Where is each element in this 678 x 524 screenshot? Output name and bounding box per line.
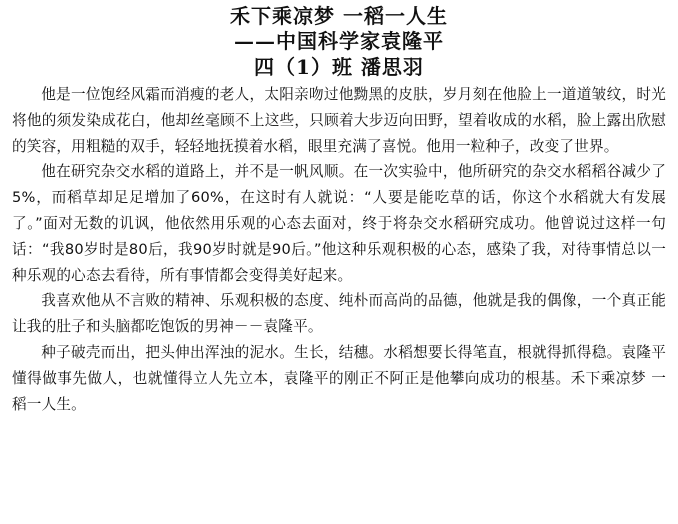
paragraph-1: 他是一位饱经风霜而消瘦的老人，太阳亲吻过他黝黑的皮肤，岁月刻在他脸上一道道皱纹，时光将他的须发染成花白，他却丝毫顾不上这些，只顾着大步迈向田野，望着收成的水稻，脸上露出欣慰的笑容，用粗糙的双手，轻轻地抚摸着水稻，眼里充满了喜悦。他用一粒种子，改变了世界。 [12, 86, 666, 155]
paragraph-4: 种子破壳而出，把头伸出浑浊的泥水。生长，结穗。水稻想要长得笔直，根就得抓得稳。袁隆平懂得做事先做人，也就懂得立人先立本，袁隆平的刚正不阿正是他攀向成功的根基。禾下乘凉梦 一稻一人生。 [12, 343, 666, 413]
paragraph-2: 他在研究杂交水稻的道路上，并不是一帆风顺。在一次实验中，他所研究的杂交水稻稻谷减少了5%，而稻草却足足增加了60%，在这时有人就说：“人要是能吃草的话，你这个水稻就大有发展了。”面对无数的讥讽，他依然用乐观的心态去面对，终于将杂交水稻研究成功。他曾说过这样一句话：“我80岁时是80后，我90岁时就是90后。”他这种乐观积极的心态，感染了我，对待事情总以一种乐观的心态去看待，所有事情都会变得美好起来。 [12, 163, 666, 284]
author-line: 四（1）班 潘思羽 [254, 55, 424, 79]
document-subtitle: ——中国科学家袁隆平 [234, 29, 444, 53]
document-title: 禾下乘凉梦 一稻一人生 [230, 4, 448, 28]
paragraph-3: 我喜欢他从不言败的精神、乐观积极的态度、纯朴而高尚的品德，他就是我的偶像，一个真正能让我的肚子和头脑都吃饱饭的男神－－袁隆平。 [12, 292, 666, 336]
